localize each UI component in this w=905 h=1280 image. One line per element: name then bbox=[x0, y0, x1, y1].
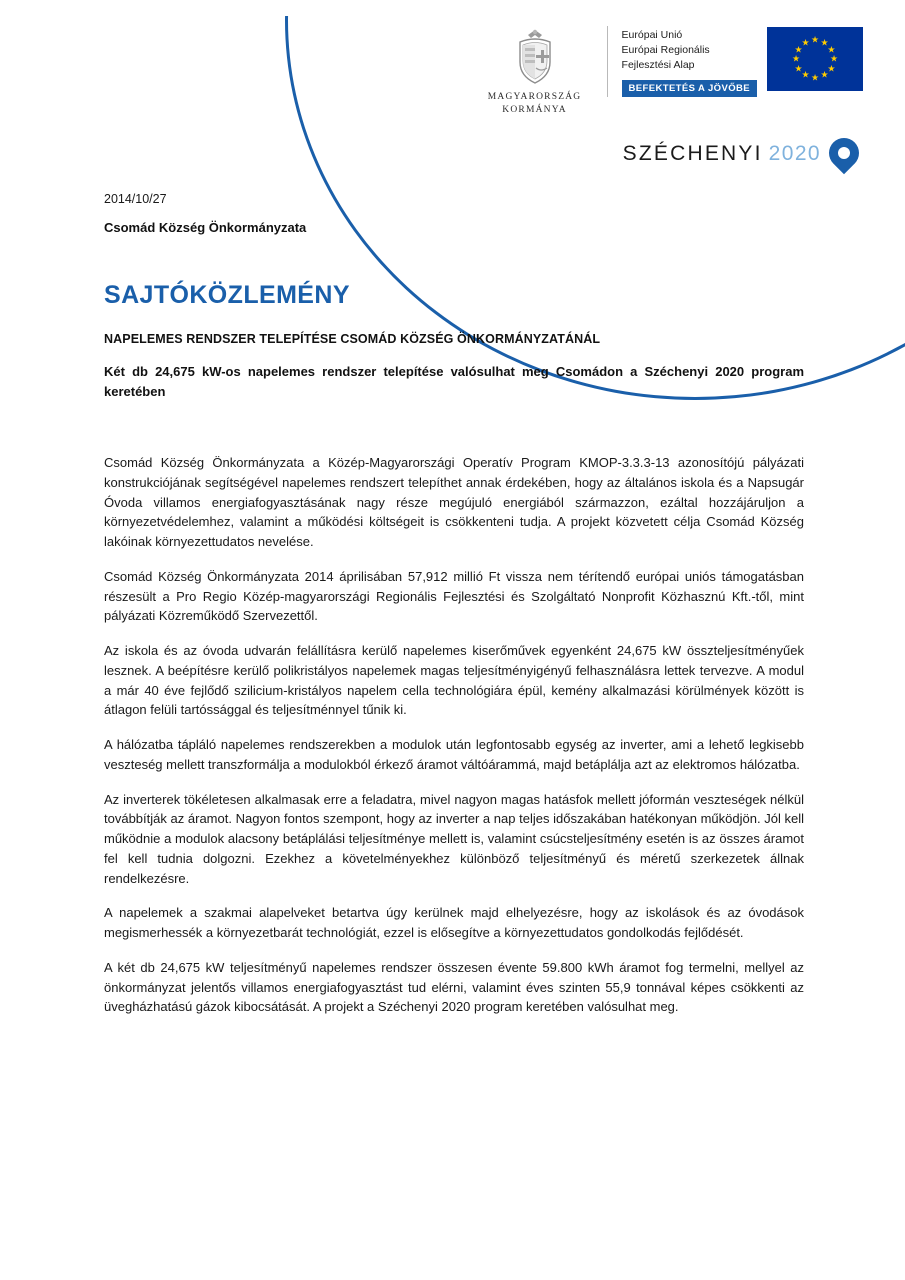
hungary-coat-of-arms-icon bbox=[479, 28, 591, 86]
eu-line-1: Európai Unió bbox=[621, 29, 683, 41]
hungary-government-logo bbox=[479, 26, 591, 117]
eu-line-2: Európai Regionális bbox=[621, 44, 710, 57]
document-lead: Két db 24,675 kW-os napelemes rendszer telepítése valósulhat meg Csomádon a Széchenyi 2020 program keretében bbox=[104, 364, 804, 399]
coat-of-arms-line-1: MAGYARORSZÁG bbox=[487, 92, 582, 102]
eu-flag-star: ★ bbox=[794, 44, 803, 54]
szechenyi-name: SZÉCHENYI bbox=[622, 142, 763, 165]
szechenyi-wordmark bbox=[623, 140, 821, 166]
document-paragraphs bbox=[104, 453, 804, 1017]
header-arc-mask bbox=[0, 0, 905, 16]
eu-flag-star: ★ bbox=[801, 37, 810, 48]
eu-flag-star: ★ bbox=[827, 44, 836, 54]
eu-flag-star: ★ bbox=[827, 63, 836, 73]
document-paragraph: A két db 24,675 kW teljesítményű napelemes rendszer összesen évente 59.800 kWh áramot fog termelni, mellyel az önkormányzat jelentős villamos energiafogyasztást tud elérni, valamint éves szinten 55,9 tonnával képes csökkenti az üvegházhatású gázok kibocsátását. A projekt a Széchenyi 2020 program keretében valósulhat meg. bbox=[104, 959, 804, 1015]
eu-flag-star: ★ bbox=[794, 63, 803, 73]
eu-flag-star: ★ bbox=[829, 53, 839, 64]
eu-flag-star: ★ bbox=[801, 69, 810, 80]
szechenyi-droplet-icon bbox=[827, 138, 863, 184]
document-paragraph: A napelemek a szakmai alapelveket betartva úgy kerülnek majd elhelyezésre, hogy az iskolások és az óvodások megismerhessék a környezetbarát technológiát, ezzel is elősegítve a környezettudatos gondolkodás fejlődését. bbox=[104, 905, 804, 940]
eu-flag-star: ★ bbox=[820, 69, 829, 80]
page-title: SAJTÓKÖZLEMÉNY bbox=[104, 281, 350, 309]
document-paragraph: A hálózatba tápláló napelemes rendszerekben a modulok után legfontosabb egység az inverter, ami a lehető legkisebb veszteség mellett transzformálja a modulokból érkező áramot váltóárammá, majd betáplálja azt az elektromos hálózatba. bbox=[104, 737, 804, 772]
document-paragraph: Az inverterek tökéletesen alkalmasak erre a feladatra, mivel nagyon magas hatásfok mellett jóformán veszteségek nélkül továbbítják az áramot. Nagyon fontos szempont, hogy az inverter a nap teljes időszakában hatékonyan működjön. Jól kell működnie a modulok alacsony betáplálási teljesítménye mellett is, valamint csúcsteljesítmény esetén is az összes áramot fel kell tudnia dolgozni. Ezekhez a követelményekhez különböző teljesítményű és méretű szerkezetek állnak rendelkezésre. bbox=[104, 791, 804, 886]
organization-name: Csomád Község Önkormányzata bbox=[104, 220, 307, 235]
document-paragraph: Csomád Község Önkormányzata a Közép-Magyarországi Operatív Program KMOP-3.3.3-13 azonosítójú pályázati konstrukciójának segítségével napelemes rendszert telepíthet annak érdekében, hogy az általános iskola és a Napsugár Óvoda villamos energiafogyasztásának nagy része megújuló energiából származzon, ezáltal hozzájáruljon a környezetvédelemhez, valamint a működési költségeit is csökkenteni tudja. A projekt közvetett célja Csomád Község lakóinak környezettudatos nevelése. bbox=[104, 455, 804, 549]
eu-line-3: Fejlesztési Alap bbox=[621, 59, 695, 72]
document-body bbox=[104, 192, 804, 1017]
investment-in-future-badge: BEFEKTETÉS A JÖVŐBE bbox=[622, 80, 757, 97]
eu-text-group bbox=[622, 26, 757, 97]
eu-flag-star: ★ bbox=[791, 53, 801, 64]
document-date: 2014/10/27 bbox=[104, 192, 167, 206]
eu-flag-star: ★ bbox=[820, 37, 829, 48]
szechenyi-2020-logo bbox=[623, 140, 863, 184]
european-union-logo-block bbox=[607, 26, 863, 97]
document-subtitle: NAPELEMES RENDSZER TELEPÍTÉSE CSOMÁD KÖZSÉG ÖNKORMÁNYZATÁNÁL bbox=[104, 332, 601, 346]
szechenyi-year: 2020 bbox=[768, 142, 821, 165]
document-paragraph: Az iskola és az óvoda udvarán felállításra kerülő napelemes kiserőművek egyenként 24,675 kW összteljesítményűek lesznek. A beépítésre kerülő polikristályos napelemek magas teljesítményigényű felhasználásra lettek tervezve. A modul a már 40 éve fejlődő szilicium-kristályos napelem cella technológiára épül, kemény alkalmazási körülmények között is átlagon felüli tartóssággal és teljesítménnyel tűnik ki. bbox=[104, 643, 804, 718]
header-logo-band bbox=[479, 26, 863, 117]
coat-of-arms-line-2: KORMÁNYA bbox=[502, 104, 567, 115]
european-union-flag-icon bbox=[767, 27, 863, 91]
eu-flag-star: ★ bbox=[810, 72, 820, 83]
eu-flag-star: ★ bbox=[810, 34, 820, 45]
document-paragraph: Csomád Község Önkormányzata 2014 áprilisában 57,912 millió Ft vissza nem térítendő európai uniós támogatásban részesült a Pro Regio Közép-magyarországi Regionális Fejlesztési és Szolgáltató Nonprofit Közhasznú Kft.-től, mint pályázati Közreműködő Szervezettől. bbox=[104, 568, 804, 624]
